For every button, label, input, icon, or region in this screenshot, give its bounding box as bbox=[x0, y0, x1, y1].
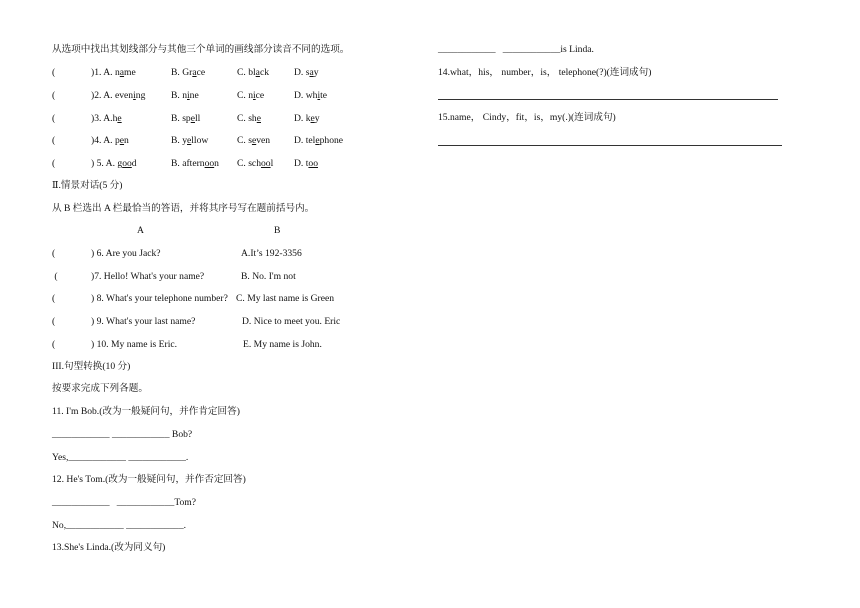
option-d: D. telephone bbox=[294, 135, 344, 146]
option-c: C. black bbox=[237, 67, 269, 78]
option-a: )3. A.he bbox=[91, 113, 122, 124]
answer-bracket[interactable]: ( bbox=[52, 90, 56, 101]
dialogue-prompt: ) 10. My name is Eric. bbox=[91, 339, 178, 350]
instruction-phonetics: 从选项中找出其划线部分与其他三个单词的画线部分读音不同的选项。 bbox=[52, 44, 350, 55]
answer-bracket[interactable]: ( bbox=[52, 67, 56, 78]
option-a: )2. A. evening bbox=[91, 90, 146, 101]
option-a: ) 5. A. good bbox=[91, 158, 137, 169]
question-15: 15.name， Cindy，fit，is，my(.)(连词成句) bbox=[438, 112, 616, 123]
question-11-answer[interactable]: Yes,____________ ____________. bbox=[52, 452, 189, 463]
question-11: 11. I'm Bob.(改为一般疑问句，并作肯定回答) bbox=[52, 406, 240, 417]
option-b: B. yellow bbox=[171, 135, 209, 146]
dialogue-response: E. My name is John. bbox=[243, 339, 322, 350]
column-b-label: B bbox=[274, 225, 281, 236]
dialogue-prompt: )7. Hello! What's your name? bbox=[91, 271, 205, 282]
option-b: B. spell bbox=[171, 113, 201, 124]
option-c: C. nice bbox=[237, 90, 265, 101]
question-12: 12. He's Tom.(改为一般疑问句，并作否定回答) bbox=[52, 474, 246, 485]
dialogue-response: B. No. I'm not bbox=[241, 271, 296, 282]
answer-bracket[interactable]: ( bbox=[52, 293, 56, 304]
question-13: 13.She's Linda.(改为同义句) bbox=[52, 542, 166, 553]
section2-title: Ⅱ.情景对话(5 分) bbox=[52, 180, 123, 191]
answer-line-14[interactable] bbox=[438, 99, 778, 100]
option-d: D. say bbox=[294, 67, 319, 78]
section2-instruction: 从 B 栏选出 A 栏最恰当的答语，并将其序号写在题前括号内。 bbox=[52, 203, 315, 214]
dialogue-prompt: ) 9. What's your last name? bbox=[91, 316, 196, 327]
option-d: D. key bbox=[294, 113, 320, 124]
option-b: B. Grace bbox=[171, 67, 206, 78]
option-b: B. afternoon bbox=[171, 158, 219, 169]
dialogue-prompt: ) 8. What's your telephone number? bbox=[91, 293, 228, 304]
column-a-label: A bbox=[137, 225, 144, 236]
dialogue-response: A.It’s 192-3356 bbox=[241, 248, 302, 259]
answer-bracket[interactable]: ( bbox=[52, 271, 58, 282]
option-a: )4. A. pen bbox=[91, 135, 129, 146]
dialogue-response: C. My last name is Green bbox=[236, 293, 335, 304]
option-d: D. too bbox=[294, 158, 318, 169]
section3-instruction: 按要求完成下列各题。 bbox=[52, 383, 148, 394]
option-b: B. nine bbox=[171, 90, 199, 101]
dialogue-response: D. Nice to meet you. Eric bbox=[242, 316, 341, 327]
question-12-blank[interactable]: ____________ ____________Tom? bbox=[52, 497, 197, 508]
option-d: D. white bbox=[294, 90, 328, 101]
question-11-blank[interactable]: ____________ ____________ Bob? bbox=[52, 429, 193, 440]
question-14: 14.what，his， number，is， telephone(?)(连词成句) bbox=[438, 67, 652, 78]
question-12-answer[interactable]: No,____________ ____________. bbox=[52, 520, 187, 531]
dialogue-prompt: ) 6. Are you Jack? bbox=[91, 248, 161, 259]
option-c: C. she bbox=[237, 113, 261, 124]
section3-title: III.句型转换(10 分) bbox=[52, 361, 131, 372]
question-13-blank[interactable]: ____________ ____________is Linda. bbox=[438, 44, 594, 55]
answer-line-15[interactable] bbox=[438, 145, 782, 146]
option-c: C. seven bbox=[237, 135, 271, 146]
answer-bracket[interactable]: ( bbox=[52, 339, 56, 350]
answer-bracket[interactable]: ( bbox=[52, 113, 56, 124]
answer-bracket[interactable]: ( bbox=[52, 248, 56, 259]
answer-bracket[interactable]: ( bbox=[52, 135, 56, 146]
option-c: C. school bbox=[237, 158, 274, 169]
answer-bracket[interactable]: ( bbox=[52, 158, 56, 169]
answer-bracket[interactable]: ( bbox=[52, 316, 56, 327]
option-a: )1. A. name bbox=[91, 67, 136, 78]
